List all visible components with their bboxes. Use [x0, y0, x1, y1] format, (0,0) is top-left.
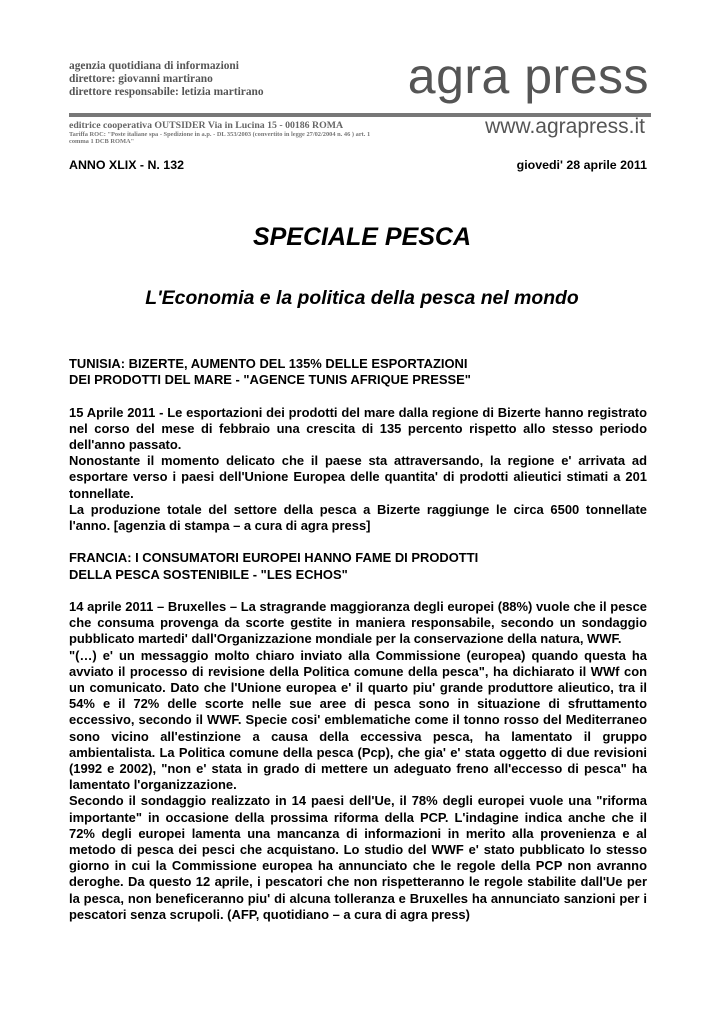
- article-francia: [69, 550, 647, 923]
- article-heading: TUNISIA: BIZERTE, AUMENTO DEL 135% DELLE ESPORTAZIONI DEI PRODOTTI DEL MARE - "AGENCE TUNIS AFRIQUE PRESSE": [69, 356, 471, 388]
- brand-logo: agra press: [407, 48, 649, 104]
- responsible-director-line: direttore responsabile: letizia martirano: [69, 86, 264, 98]
- article-body: [69, 356, 647, 923]
- page-subtitle: L'Economia e la politica della pesca nel mondo: [145, 287, 579, 309]
- issue-date: giovedi' 28 aprile 2011: [516, 158, 647, 172]
- postal-tariff-note: Tariffa ROC: "Poste italiane spa - Spedizione in a.p. - DL 353/2003 (convertito in legge 27/02/2004 n. 46 ) art. 1 comma 1 DCB ROMA": [69, 131, 371, 146]
- masthead-editorial-info: [69, 60, 264, 99]
- article-paragraph: Nonostante il momento delicato che il paese sta attraversando, la regione e' arrivata ad esportare verso i paesi dell'Unione Europea delle quantita' di prodotti alieutici stimati a 201 tonnellate.: [69, 453, 647, 501]
- issue-bar: [69, 158, 647, 173]
- article-tunisia: [69, 356, 647, 534]
- article-paragraph: 14 aprile 2011 – Bruxelles – La stragrande maggioranza degli europei (88%) vuole che il pesce che consuma provenga da scorte gestite in maniera responsabile, secondo un sondaggio pubblicato martedi' dall'Organizzazione mondiale per la conservazione della natura, WWF.: [69, 599, 647, 647]
- article-paragraph: 15 Aprile 2011 - Le esportazioni dei prodotti del mare dalla regione di Bizerte hanno registrato nel corso del mese di febbraio una crescita di 135 percento rispetto allo stesso periodo dell'anno passato.: [69, 404, 647, 452]
- article-paragraph: La produzione totale del settore della pesca a Bizerte raggiunge le circa 6500 tonnellate l'anno. [agenzia di stampa – a cura di agra press]: [69, 501, 647, 534]
- agency-tagline: agenzia quotidiana di informazioni: [69, 60, 239, 72]
- article-heading: FRANCIA: I CONSUMATORI EUROPEI HANNO FAME DI PRODOTTI DELLA PESCA SOSTENIBILE - "LES ECHOS": [69, 550, 479, 582]
- issue-number: ANNO XLIX - N. 132: [69, 158, 184, 172]
- website-link[interactable]: www.agrapress.it: [485, 115, 645, 138]
- masthead: [69, 48, 651, 150]
- director-line: direttore: giovanni martirano: [69, 73, 213, 85]
- article-paragraph: "(…) e' un messaggio molto chiaro inviato alla Commissione (europea) quando questa ha avviato il processo di revisione della Politica comune della pesca", ha dichiarato il WWf con un comunicato. Dato che l'Unione europea e' il quarto piu' grande produttore alieutico, tra il 54% e il 72% delle scorte nelle sue aree di pesca sono in situazione di sfruttamento eccessivo, secondo il WWF. Specie cosi' emblematiche come il tonno rosso del Mediterraneo sono vicino all'estinzione a causa della eccessiva pesca, ha lamentato il gruppo ambientalista. La Politica comune della pesca (Pcp), che gia' e' stata oggetto di due revisioni (1992 e 2002), "non e' stata in grado di mettere un adeguato freno all'eccesso di pesca" ha lamentato l'organizzazione.: [69, 647, 647, 793]
- article-paragraph: Secondo il sondaggio realizzato in 14 paesi dell'Ue, il 78% degli europei vuole una "riforma importante" in occasione della prossima riforma della PCP. L'indagine indica anche che il 72% degli europei lamenta una mancanza di informazioni in merito alla provenienza e al metodo di pesca dei pesci che acquistano. Lo studio del WWF e' stato pubblicato lo stesso giorno in cui la Commissione europea ha annunciato che le regole della PCP non avranno deroghe. Da questo 12 aprile, i pescatori che non rispetteranno le regole stabilite dall'Ue per la pesca, non beneficeranno piu' di alcuna tolleranza e Bruxelles ha annunciato sanzioni per i pescatori senza scrupoli. (AFP, quotidiano – a cura di agra press): [69, 793, 647, 922]
- publisher-line: editrice cooperativa OUTSIDER Via in Lucina 15 - 00186 ROMA: [69, 120, 344, 131]
- page-title: SPECIALE PESCA: [252, 223, 472, 251]
